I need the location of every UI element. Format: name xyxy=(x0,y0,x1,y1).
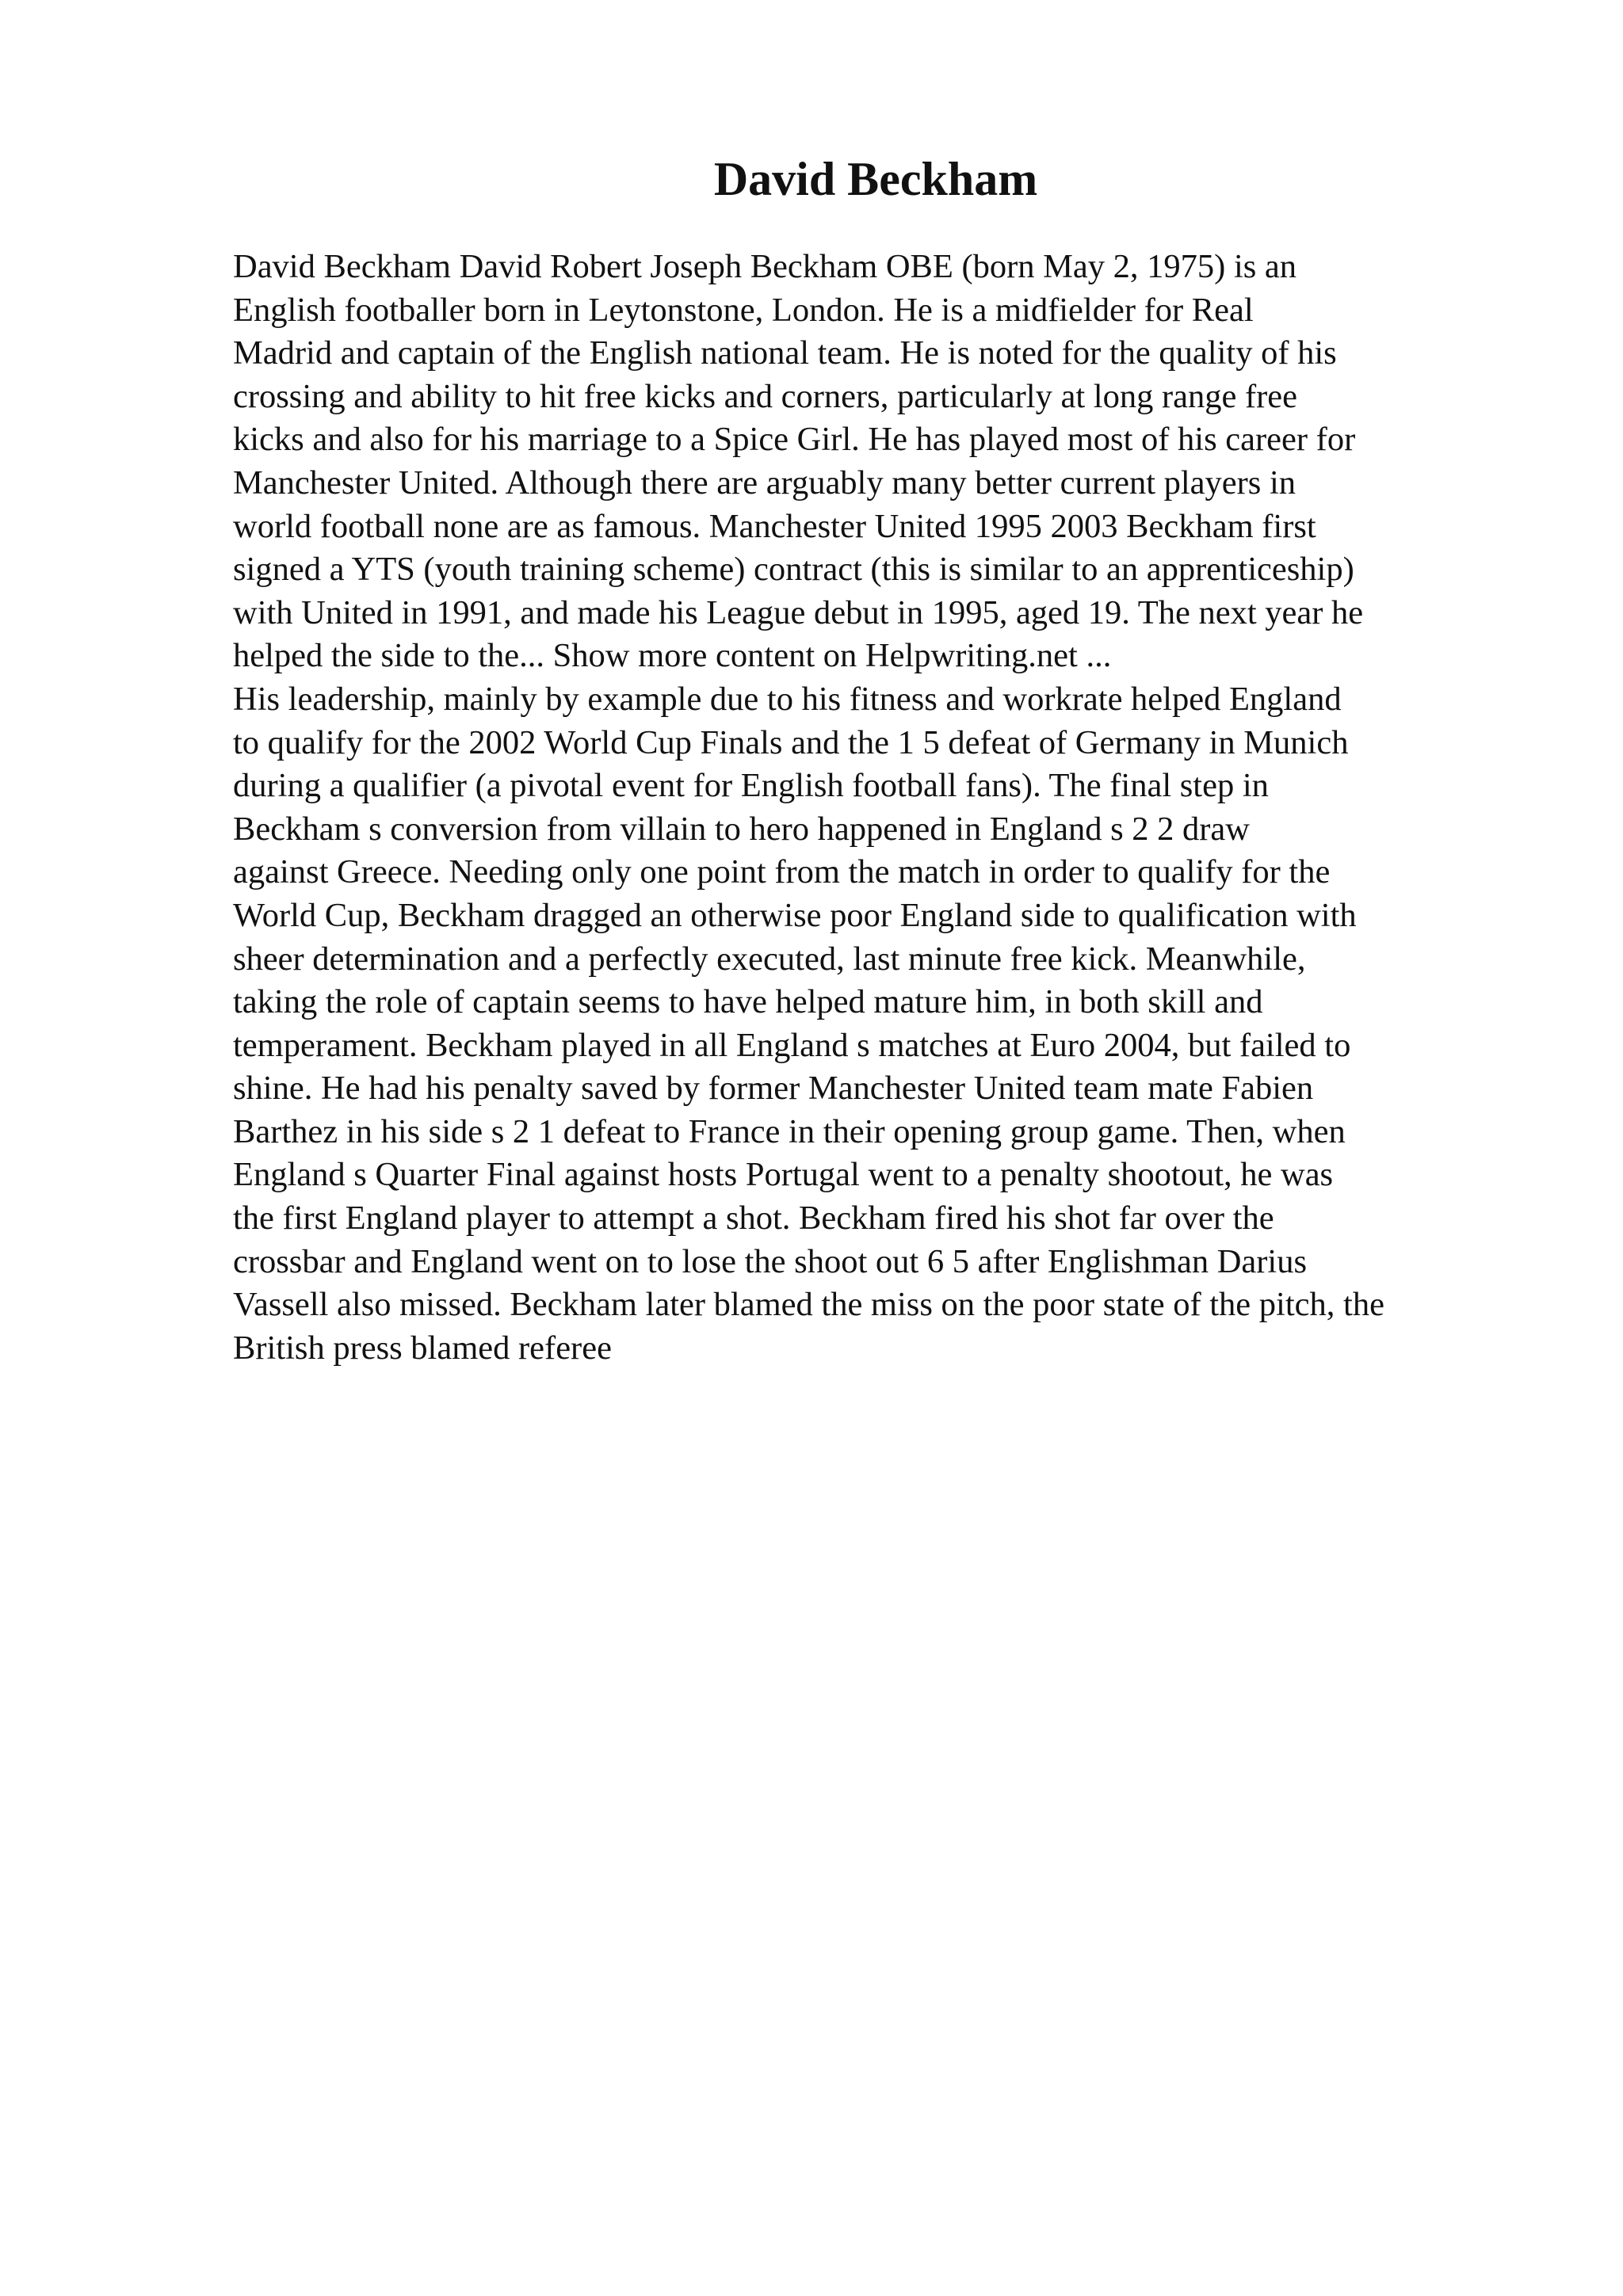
body-line: British press blamed referee xyxy=(233,1329,612,1367)
body-line: English footballer born in Leytonstone, London. He is a midfielder for Real xyxy=(233,291,1254,329)
body-line: Madrid and captain of the English national team. He is noted for the quality of his xyxy=(233,334,1337,372)
body-line: taking the role of captain seems to have helped mature him, in both skill and xyxy=(233,983,1263,1021)
document-title: David Beckham xyxy=(713,153,1038,205)
document-body xyxy=(233,246,1533,1370)
body-line: shine. He had his penalty saved by former Manchester United team mate Fabien xyxy=(233,1070,1314,1108)
body-line: His leadership, mainly by example due to his fitness and workrate helped England xyxy=(233,680,1342,718)
body-line: Vassell also missed. Beckham later blamed the miss on the poor state of the pitch, the xyxy=(233,1286,1384,1324)
body-line: World Cup, Beckham dragged an otherwise poor England side to qualification with xyxy=(233,896,1357,934)
body-line: with United in 1991, and made his League debut in 1995, aged 19. The next year he xyxy=(233,593,1364,631)
body-line: world football none are as famous. Manchester United 1995 2003 Beckham first xyxy=(233,507,1316,545)
body-line: signed a YTS (youth training scheme) contract (this is similar to an apprenticeship) xyxy=(233,551,1354,589)
body-line: during a qualifier (a pivotal event for English football fans). The final step in xyxy=(233,767,1269,805)
body-line: sheer determination and a perfectly executed, last minute free kick. Meanwhile, xyxy=(233,940,1306,978)
body-line: crossbar and England went on to lose the shoot out 6 5 after Englishman Darius xyxy=(233,1242,1307,1280)
body-line: David Beckham David Robert Joseph Beckham OBE (born May 2, 1975) is an xyxy=(233,248,1297,285)
body-line: Manchester United. Although there are arguably many better current players in xyxy=(233,463,1296,502)
body-line: Barthez in his side s 2 1 defeat to France in their opening group game. Then, when xyxy=(233,1112,1346,1150)
body-line: to qualify for the 2002 World Cup Finals and the 1 5 defeat of Germany in Munich xyxy=(233,723,1349,761)
body-line: helped the side to the... Show more content on Helpwriting.net ... xyxy=(233,637,1112,675)
body-line: England s Quarter Final against hosts Portugal went to a penalty shootout, he was xyxy=(233,1156,1334,1194)
body-line: the first England player to attempt a shot. Beckham fired his shot far over the xyxy=(233,1199,1274,1238)
body-line: kicks and also for his marriage to a Spice Girl. He has played most of his career for xyxy=(233,421,1356,459)
body-line: Beckham s conversion from villain to hero happened in England s 2 2 draw xyxy=(233,810,1250,848)
body-line: against Greece. Needing only one point from the match in order to qualify for the xyxy=(233,853,1331,891)
body-line: crossing and ability to hit free kicks and corners, particularly at long range free xyxy=(233,377,1297,415)
body-line: temperament. Beckham played in all England s matches at Euro 2004, but failed to xyxy=(233,1026,1351,1064)
